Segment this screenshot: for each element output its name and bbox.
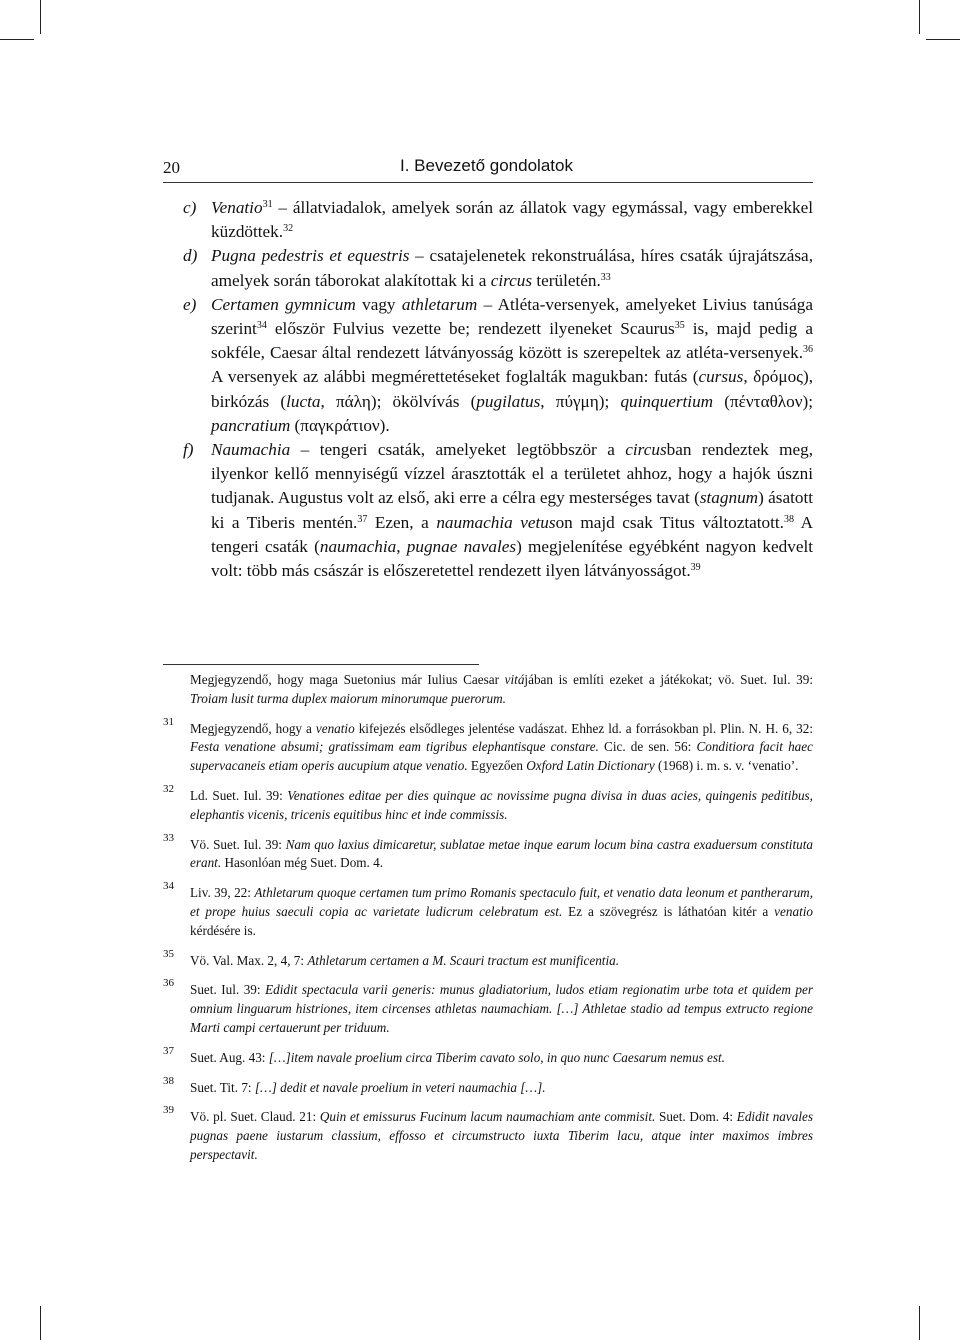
footnote-number: 38	[163, 1074, 174, 1087]
footnote-number: 39	[163, 1104, 174, 1117]
footnote-text: Liv. 39, 22: Athletarum quoque certamen tum primo Romanis spectaculo fuit, et venatio data leonum et pantherarum, et prope huius saeculi copia ac varietate ludicrum celebratum est. Ez a szövegrész is láthatóan kitér a venatio kérdésére is.	[190, 885, 813, 938]
item-text: Pugna pedestris et equestris – csatajelenetek rekonstruálása, híres csaták újrajátszása, amelyek során táborokat alakítottak ki a circus területén.$^{33}$	[211, 246, 813, 290]
footnote-text: Suet. Tit. 7: […] dedit et navale proelium in veteri naumachia […].	[190, 1079, 546, 1095]
footnote-text: Vö. Val. Max. 2, 4, 7: Athletarum certamen a M. Scauri tractum est munificentia.	[190, 952, 620, 968]
footnote	[163, 1074, 813, 1098]
item-text: Certamen gymnicum vagy athletarum – Atléta-versenyek, amelyeket Livius tanúsága szerint$^{34}$ először Fulvius vezette be; rendezett ilyeneket Scaurus$^{35}$ is, majd pedig a sokféle, Caesar által rendezett látványosság között is szerepeltek az atléta-versenyek.$^{36}$ A versenyek az alábbi megmérettetéseket foglalták magukban: futás (cursus, δρόμος), birkózás (lucta, πάλη); ökölvívás (pugilatus, πύγμη); quinquertium (πένταθλον); pancratium (παγκράτιον).	[211, 294, 814, 435]
footnote	[163, 782, 813, 825]
footnote-text: Vö. pl. Suet. Claud. 21: Quin et emissurus Fucinum lacum naumachiam ante commisit. Suet. Dom. 4: Edidit navales pugnas paene iustarum classium, effosso et circumstructo iuxta Tiberim lacu, atque inter maximos imbres perspectavit.	[190, 1109, 813, 1162]
footnote-number: 37	[163, 1044, 174, 1057]
footnote	[163, 947, 813, 971]
footnote-text: Megjegyzendő, hogy a venatio kifejezés elsődleges jelentése vadászat. Ehhez ld. a forrásokban pl. Plin. N. H. 6, 32: Festa venatione absumi; gratissimam eam tigribus elephantisque constare. Cic. de sen. 56: Conditiora facit haec supervacaneis etiam operis aucupium atque venatio. Egyezően Oxford Latin Dictionary (1968) i. m. s. v. ‘venatio’.	[190, 720, 814, 774]
footnote	[163, 715, 814, 776]
item-text: Venatio$^{31}$ – állatviadalok, amelyek során az állatok vagy egymással, vagy emberekkel küzdöttek.$^{32}$	[211, 198, 813, 242]
crop-mark-bottom-left	[40, 1306, 41, 1340]
footnote	[163, 1104, 813, 1164]
footnote-number: 35	[163, 947, 174, 960]
footnote	[163, 831, 813, 874]
footnote-number: 31	[163, 715, 174, 728]
footnote	[163, 880, 813, 940]
footnote-text: Vö. Suet. Iul. 39: Nam quo laxius dimicaretur, sublatae metae inque earum locum bina castra exaduersum constituta erant. Hasonlóan még Suet. Dom. 4.	[190, 836, 813, 871]
footnote	[163, 671, 813, 709]
footnote-number: 32	[163, 782, 174, 795]
crop-mark-top-left-h	[0, 39, 34, 40]
item-text: Naumachia – tengeri csaták, amelyeket legtöbbször a circusban rendeztek meg, ilyenkor kellő mennyiségű vízzel árasztották el a területet ahhoz, hogy a hajók úszni tudjanak. Augustus volt az első, aki erre a célra egy mesterséges tavat (stagnum) ásatott ki a Tiberis mentén.$^{37}$ Ezen, a naumachia vetuson majd csak Titus változtatott.$^{38}$ A tengeri csaták (naumachia, pugnae navales) megjelenítése egyébként nagyon kedvelt volt: több más császár is előszeretettel rendezett ilyen látványosságot.$^{39}$	[211, 440, 814, 581]
item-label: f)	[183, 440, 194, 460]
list-item	[183, 293, 813, 438]
list-item	[183, 244, 813, 292]
footnote-text: Suet. Aug. 43: […]item navale proelium circa Tiberim cavato solo, in quo nunc Caesarum nemus est.	[190, 1049, 725, 1065]
crop-mark-top-left	[40, 0, 41, 34]
item-label: e)	[183, 294, 197, 314]
list-item	[183, 438, 813, 583]
footnote-number: 34	[163, 880, 174, 893]
footnote-separator	[163, 664, 479, 665]
footnotes	[163, 671, 813, 1176]
footnote-number: 36	[163, 977, 174, 990]
footnote	[163, 977, 813, 1037]
footnote-number: 33	[163, 831, 174, 844]
page-header	[163, 154, 813, 183]
crop-mark-top-right-h	[926, 39, 960, 40]
crop-mark-bottom-right	[919, 1306, 920, 1340]
crop-mark-top-right	[919, 0, 920, 34]
item-label: c)	[183, 198, 197, 217]
running-title: I. Bevezető gondolatok	[400, 156, 573, 175]
footnote-text: Suet. Iul. 39: Edidit spectacula varii generis: munus gladiatorium, ludos etiam regionatim urbe tota et quidem per omnium linguarum histriones, item circenses athletas naumachiam. […] Athletae stadio ad tempus extructo regione Marti campi certauerunt per triduum.	[190, 982, 813, 1035]
list-item	[183, 196, 813, 244]
footnote-text: Megjegyzendő, hogy maga Suetonius már Iulius Caesar vitájában is említi ezeket a játékokat; vö. Suet. Iul. 39: Troiam lusit turma duplex maiorum minorumque puerorum.	[190, 672, 813, 706]
footnote	[163, 1044, 813, 1068]
footnote-text: Ld. Suet. Iul. 39: Venationes editae per dies quinque ac novissime pugna divisa in duas acies, quingenis peditibus, elephantis vicenis, tricenis equitibus hinc et inde commissis.	[190, 787, 813, 822]
main-text	[183, 196, 813, 583]
item-label: d)	[183, 246, 198, 266]
page-number: 20	[163, 158, 180, 177]
